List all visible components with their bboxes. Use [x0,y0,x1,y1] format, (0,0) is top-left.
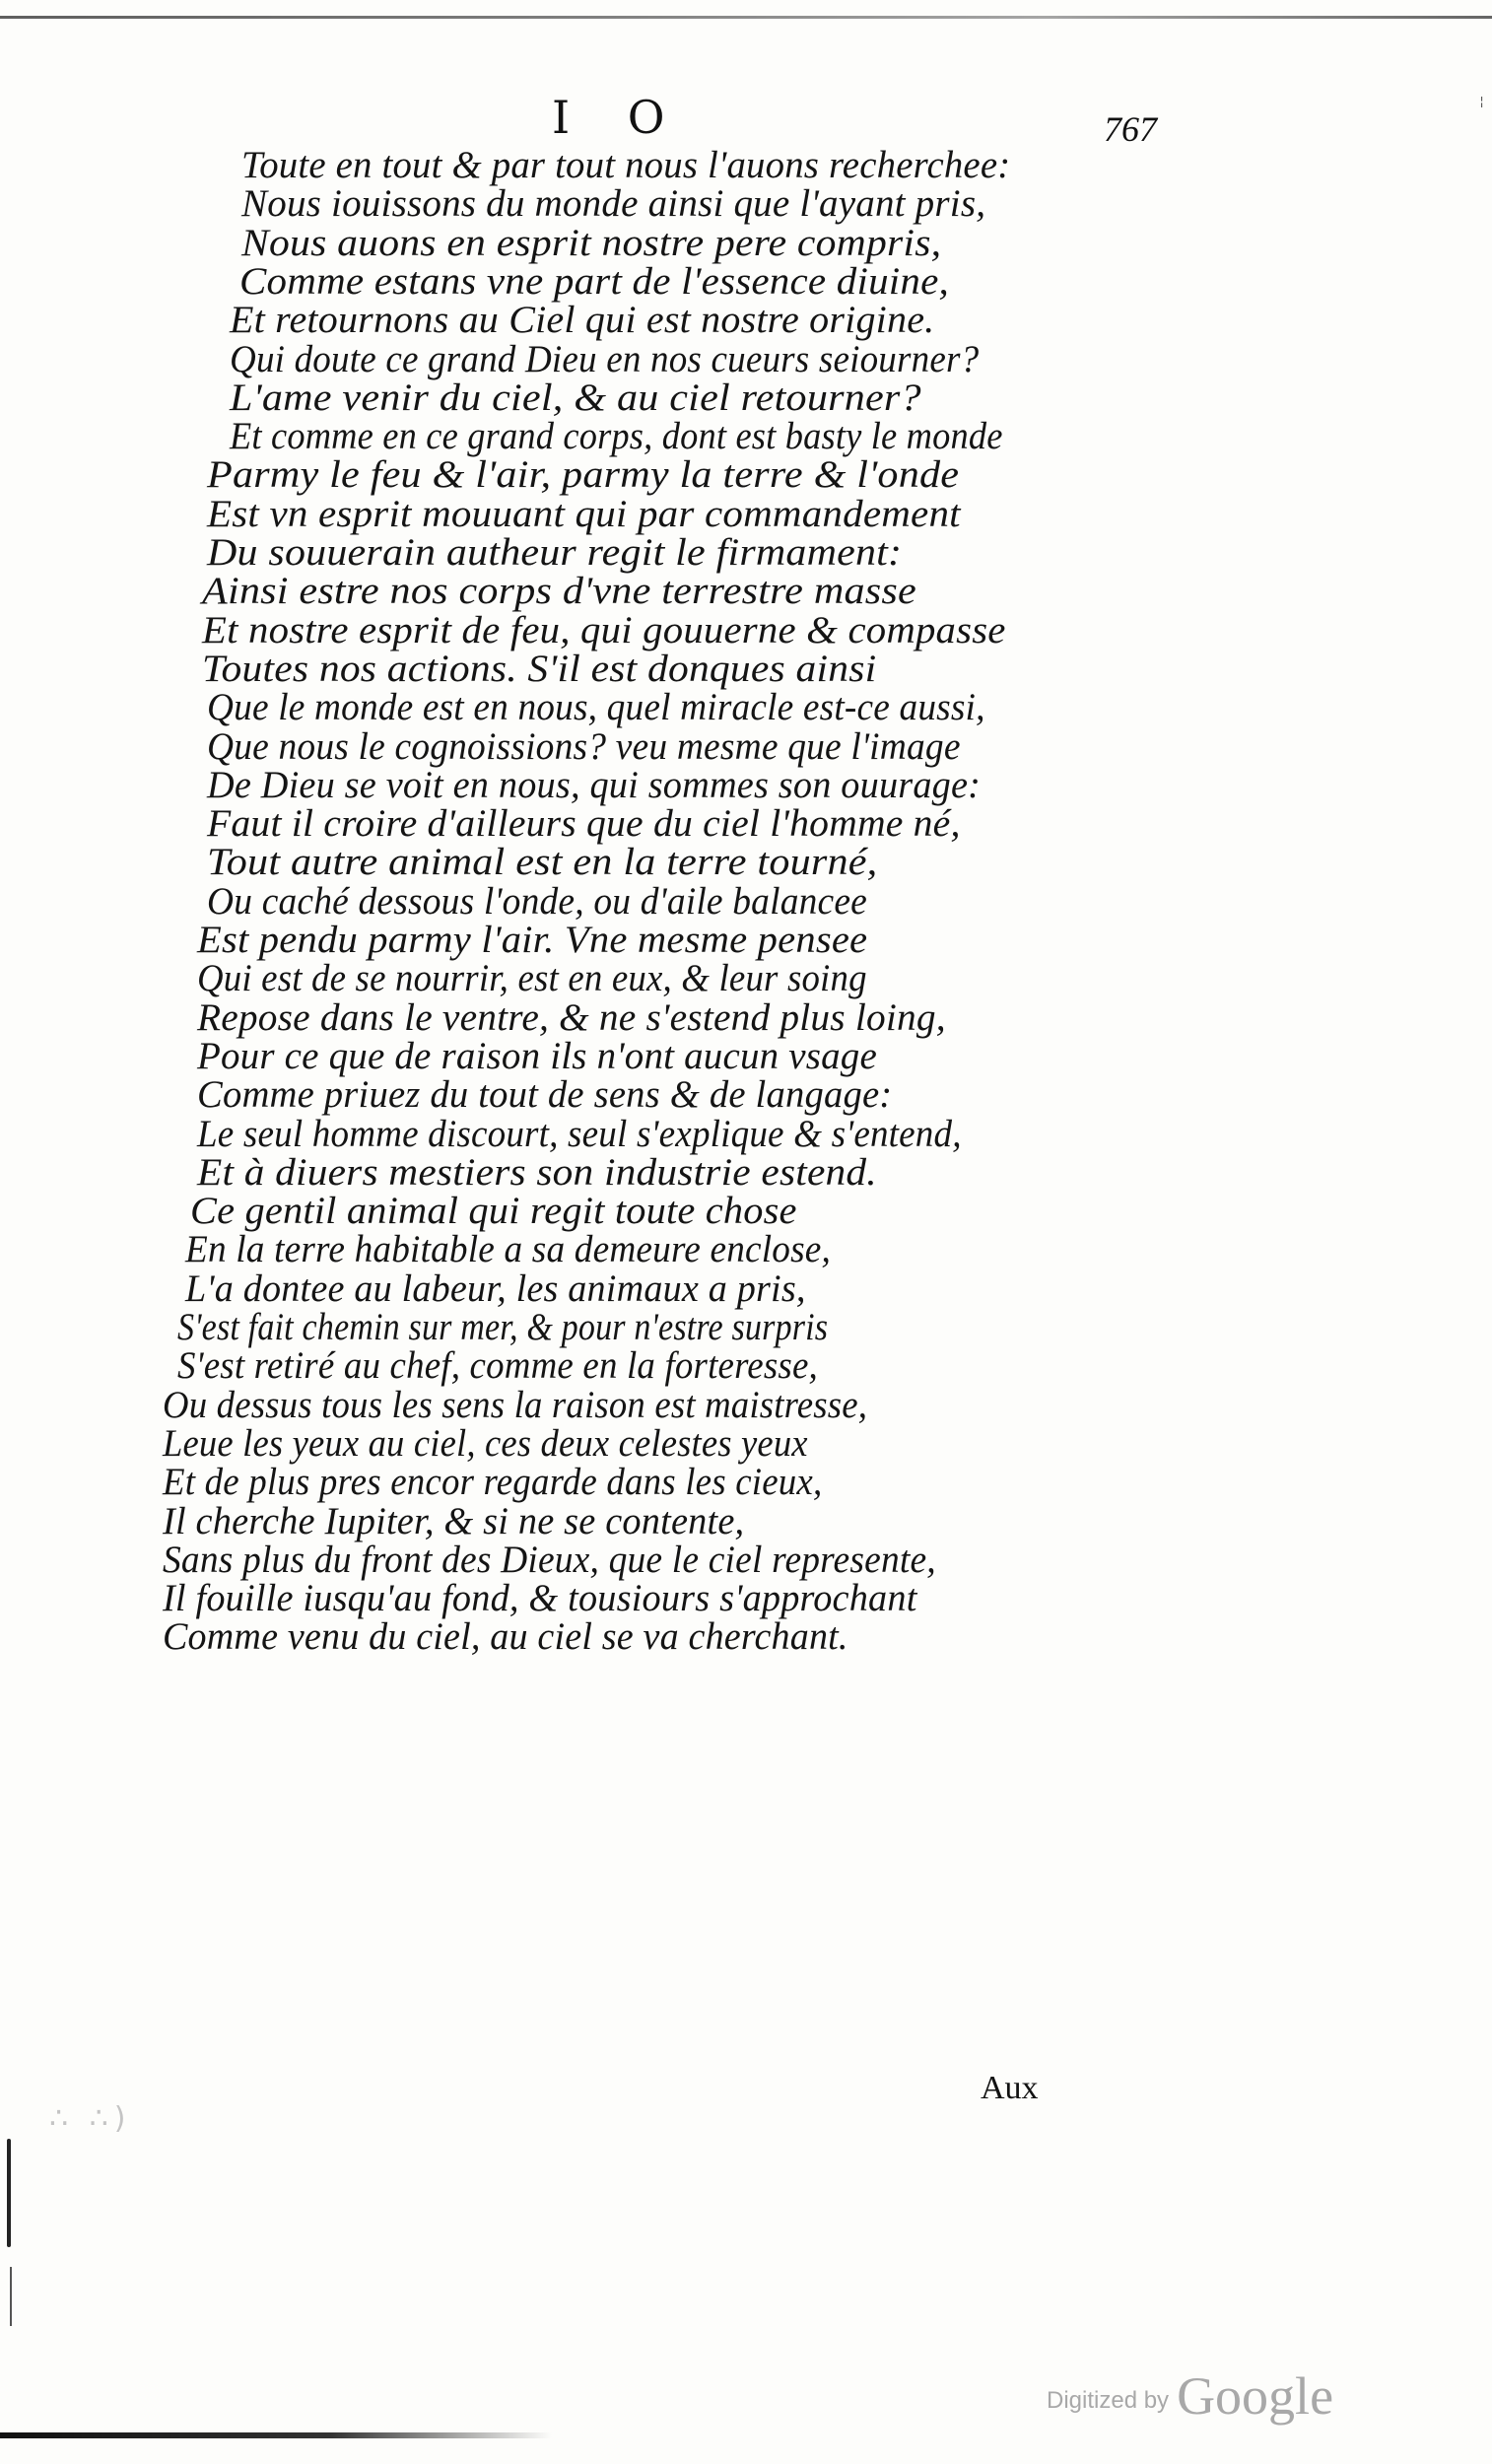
verse-line: Pour ce que de raison ils n'ont aucun vsage [197,1035,877,1077]
verse-line: Et retournons au Ciel qui est nostre origine. [230,299,935,341]
left-page-edge-mark [7,2139,11,2247]
verse-line: Et comme en ce grand corps, dont est basty le monde [230,415,1003,457]
page-number: 767 [1104,109,1157,149]
verse-line: Et à diuers mestiers son industrie estend. [197,1151,877,1194]
verse-line: Toutes nos actions. S'il est donques ainsi [202,648,877,690]
verse-line: Ainsi estre nos corps d'vne terrestre masse [202,570,916,612]
watermark-prefix: Digitized by [1047,2387,1170,2414]
verse-line: S'est retiré au chef, comme en la forteresse, [177,1344,818,1387]
verse-line: Et nostre esprit de feu, qui gouuerne & compasse [202,609,1006,651]
catchword: Aux [981,2070,1039,2106]
verse-line: Ou dessus tous les sens la raison est maistresse, [163,1384,868,1426]
google-logo: Google [1177,2366,1334,2426]
bottom-page-edge [0,2432,552,2438]
verse-line: De Dieu se voit en nous, qui sommes son ouurage: [207,764,982,806]
verse-line: Qui est de se nourrir, est en eux, & leur soing [197,957,867,999]
verse-line: Toute en tout & par tout nous l'auons recherchee: [241,144,1011,186]
verse-line: L'ame venir du ciel, & au ciel retourner? [230,376,921,419]
verse-line: Du souuerain autheur regit le firmament: [207,531,903,574]
verse-line: Est vn esprit mouuant qui par commandement [207,493,961,535]
verse-line: Ou caché dessous l'onde, ou d'aile balancee [207,880,867,923]
verse-line: Tout autre animal est en la terre tourné, [207,841,878,883]
verse-line: Nous auons en esprit nostre pere compris, [241,222,942,264]
verse-line: Est pendu parmy l'air. Vne mesme pensee [197,919,868,961]
left-page-edge-mark-lower [10,2267,12,2326]
verse-line: Leue les yeux au ciel, ces deux celestes yeux [163,1422,808,1465]
running-head: I O [552,91,687,144]
verse-line: Il fouille iusqu'au fond, & tousiours s'approchant [163,1577,917,1619]
verse-line: Que nous le cognoissions? veu mesme que l'image [207,725,961,768]
verse-line: Ce gentil animal qui regit toute chose [190,1190,797,1232]
verse-line: Que le monde est en nous, quel miracle est-ce aussi, [207,686,985,728]
verse-line: Comme priuez du tout de sens & de langage: [197,1073,893,1116]
verse-line: L'a dontee au labeur, les animaux a pris, [185,1267,806,1310]
verse-line: Comme estans vne part de l'essence diuine, [239,260,949,303]
verse-line: Faut il croire d'ailleurs que du ciel l'homme né, [207,802,961,845]
ink-smudge: ∴ ∴) [49,2101,132,2136]
verse-line: Parmy le feu & l'air, parmy la terre & l'onde [207,453,960,496]
verse-line: Qui doute ce grand Dieu en nos cueurs seiourner? [230,338,980,380]
verse-line: Repose dans le ventre, & ne s'estend plus loing, [197,996,946,1039]
right-margin-mark: ¦ [1478,95,1486,108]
verse-line: Sans plus du front des Dieux, que le ciel represente, [163,1539,936,1581]
verse-line: S'est fait chemin sur mer, & pour n'estre surpris [177,1306,829,1348]
verse-line: Comme venu du ciel, au ciel se va cherchant. [163,1615,848,1658]
verse-line: Et de plus pres encor regarde dans les cieux, [163,1461,823,1503]
verse-line: En la terre habitable a sa demeure enclose, [185,1228,832,1270]
digitization-watermark [1047,2365,1333,2427]
verse-line: Nous iouissons du monde ainsi que l'ayant pris, [241,182,986,225]
verse-line: Le seul homme discourt, seul s'explique & s'entend, [197,1113,962,1155]
verse-line: Il cherche Iupiter, & si ne se contente, [163,1500,745,1542]
